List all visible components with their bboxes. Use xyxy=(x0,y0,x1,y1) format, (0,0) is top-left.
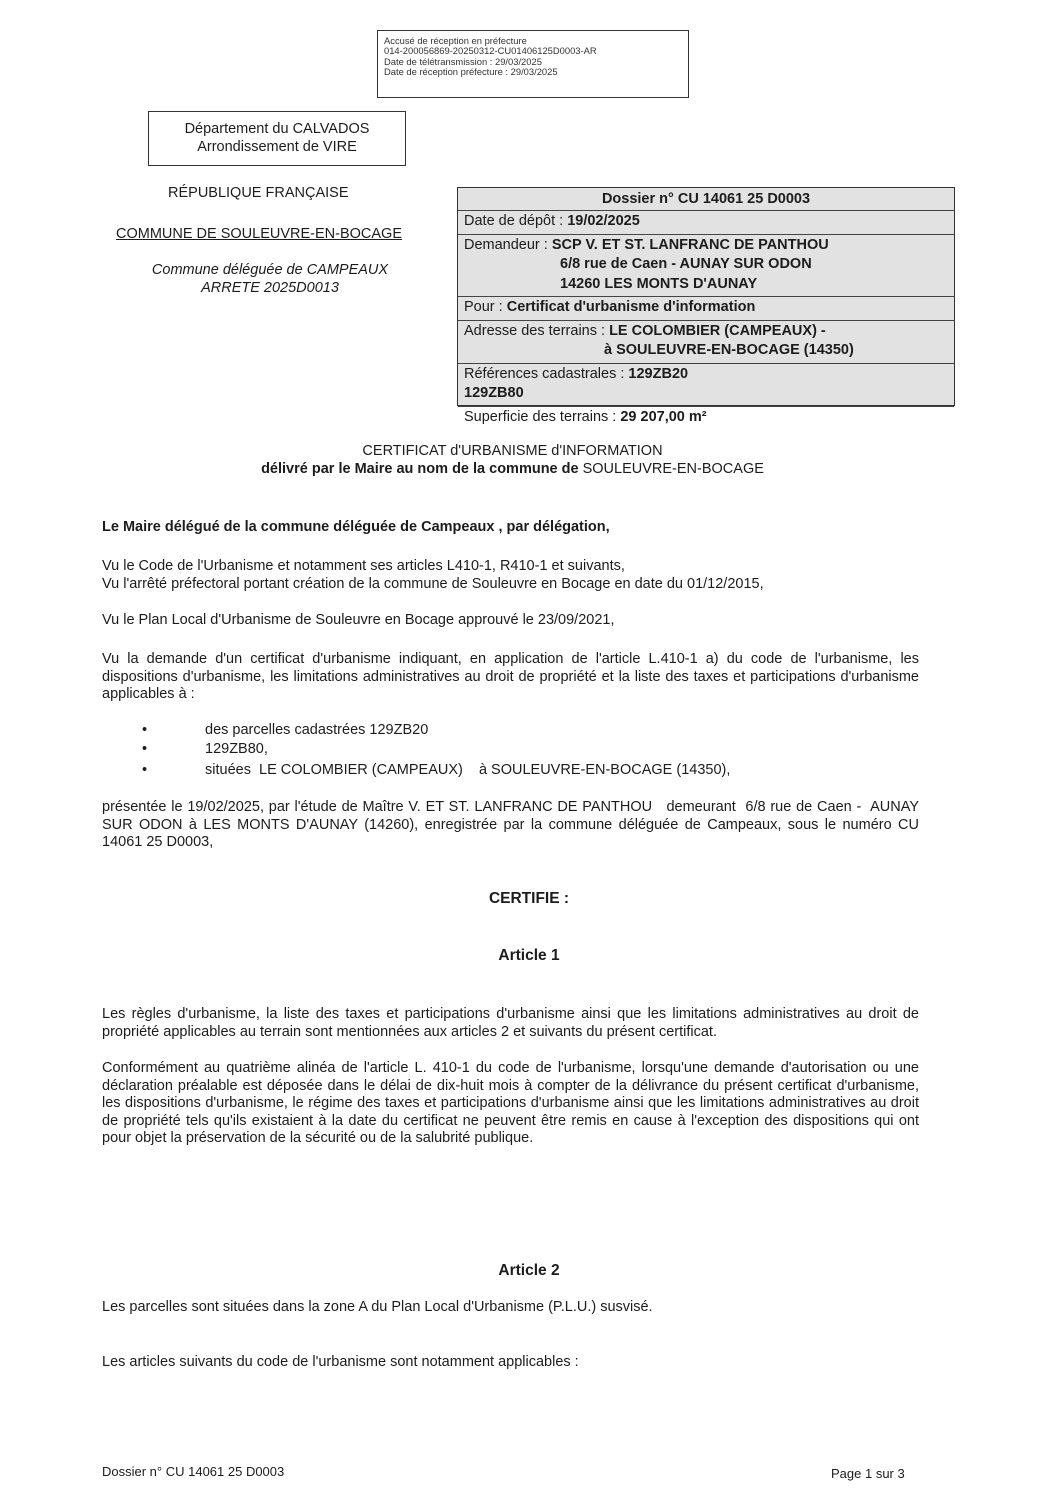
arrete-number: ARRETE 2025D0013 xyxy=(201,280,339,296)
reception-stamp xyxy=(377,30,689,98)
pour-label: Pour : xyxy=(464,299,507,315)
demandeur-label: Demandeur : xyxy=(464,236,552,253)
article-1-paragraph-2: Conformément au quatrième alinéa de l'article L. 410-1 du code de l'urbanisme, lorsqu'une demande d'autorisation ou une déclaration préalable est déposée dans le délai de dix-huit mois à compter de la délivrance du présent certificat d'urbanisme, les dispositions d'urbanisme, le régime des taxes et participations d'urbanisme ainsi que les limitations administratives au droit de propriété tels qu'ils existaient à la date du certificat ne peuvent être remis en cause à l'exception des dispositions qui ont pour objet la préservation de la sécurité ou de la salubrité publique. xyxy=(102,1060,919,1146)
dossier-row-superficie xyxy=(458,406,954,430)
references-line2: 129ZB80 xyxy=(464,385,524,401)
article-2-paragraph-2: Les articles suivants du code de l'urbanisme sont notamment applicables : xyxy=(102,1354,579,1370)
bullet-dot: • xyxy=(142,722,148,738)
references-line1: 129ZB20 xyxy=(628,365,689,382)
dossier-row-adresse xyxy=(458,320,954,363)
depot-value: 19/02/2025 xyxy=(567,213,640,229)
subtitle-commune: SOULEUVRE-EN-BOCAGE xyxy=(582,461,764,477)
superficie-label: Superficie des terrains : xyxy=(464,408,621,425)
adresse-line1: LE COLOMBIER (CAMPEAUX) - xyxy=(609,322,826,339)
vu-arrete-prefectoral: Vu l'arrêté préfectoral portant création de la commune de Souleuvre en Bocage en date du 01/12/2015, xyxy=(102,576,764,592)
stamp-line: Date de télétransmission : 29/03/2025 xyxy=(384,55,542,67)
stamp-line: 014-200056869-20250312-CU01406125D0003-AR xyxy=(384,45,597,57)
article-2-paragraph-1: Les parcelles sont situées dans la zone A du Plan Local d'Urbanisme (P.L.U.) susvisé. xyxy=(102,1299,653,1315)
commune-heading: COMMUNE DE SOULEUVRE-EN-BOCAGE xyxy=(116,226,403,242)
dossier-row-references xyxy=(458,363,954,406)
references-label: Références cadastrales : xyxy=(464,365,629,382)
certifie-heading: CERTIFIE : xyxy=(488,890,570,907)
certificate-title: CERTIFICAT d'URBANISME d'INFORMATION xyxy=(362,443,663,459)
bullet-parcelle-2: 129ZB80, xyxy=(205,741,268,757)
delegated-commune xyxy=(120,261,420,297)
article-1-paragraph-1: Les règles d'urbanisme, la liste des taxes et participations d'urbanisme ainsi que les limitations administratives au droit de propriété applicables au terrain sont mentionnées aux articles 2 et suivants du présent certificat. xyxy=(102,1006,919,1040)
presentee-paragraph: présentée le 19/02/2025, par l'étude de Maître V. ET ST. LANFRANC DE PANTHOU demeurant 6/8 rue de Caen - AUNAY SUR ODON à LES MONTS D'AUNAY (14260), enregistrée par la commune déléguée de Campeaux, sous le numéro CU 14061 25 D0003, xyxy=(102,799,924,850)
footer-page-number: Page 1 sur 3 xyxy=(831,1466,905,1481)
dossier-row-pour xyxy=(458,296,954,320)
adresse-label: Adresse des terrains : xyxy=(464,322,610,339)
dossier-row-depot xyxy=(458,210,954,234)
stamp-line: Accusé de réception en préfecture xyxy=(384,35,527,46)
demandeur-address: 6/8 rue de Caen - AUNAY SUR ODON xyxy=(560,256,812,272)
bullet-parcelle-1: des parcelles cadastrées 129ZB20 xyxy=(205,722,429,738)
footer-dossier: Dossier n° CU 14061 25 D0003 xyxy=(102,1464,285,1479)
pour-value: Certificat d'urbanisme d'information xyxy=(506,299,756,315)
department-box xyxy=(148,111,406,166)
vu-demande: Vu la demande d'un certificat d'urbanisme indiquant, en application de l'article L.410-1 a) du code de l'urbanisme, les dispositions d'urbanisme, les limitations administratives au droit de propriété et la liste des taxes et participations d'urbanisme applicables à : xyxy=(102,651,919,702)
bullet-situation: situées LE COLOMBIER (CAMPEAUX) à SOULEUVRE-EN-BOCAGE (14350), xyxy=(205,762,731,778)
bullet-dot: • xyxy=(142,762,148,778)
demandeur-city: 14260 LES MONTS D'AUNAY xyxy=(560,275,758,292)
article-2-heading: Article 2 xyxy=(498,1262,560,1279)
dossier-box xyxy=(457,187,955,425)
depot-label: Date de dépôt : xyxy=(464,213,568,229)
vu-plu: Vu le Plan Local d'Urbanisme de Souleuvre en Bocage approuvé le 23/09/2021, xyxy=(102,612,615,628)
department-line: Département du CALVADOS xyxy=(184,121,370,137)
certificate-subtitle xyxy=(100,461,925,477)
dossier-title: Dossier n° CU 14061 25 D0003 xyxy=(601,191,811,207)
arrondissement-line: Arrondissement de VIRE xyxy=(197,139,357,155)
adresse-line2: à SOULEUVRE-EN-BOCAGE (14350) xyxy=(604,342,854,358)
article-1-heading: Article 1 xyxy=(498,947,560,964)
superficie-value: 29 207,00 m² xyxy=(620,408,707,425)
bullet-dot: • xyxy=(142,741,148,757)
delegated-commune-line: Commune déléguée de CAMPEAUX xyxy=(151,262,389,278)
stamp-line: Date de réception préfecture : 29/03/2025 xyxy=(384,66,558,78)
vu-code-urbanisme: Vu le Code de l'Urbanisme et notamment ses articles L410-1, R410-1 et suivants, xyxy=(102,558,625,574)
demandeur-name: SCP V. ET ST. LANFRANC DE PANTHOU xyxy=(551,236,829,253)
republic-heading: RÉPUBLIQUE FRANÇAISE xyxy=(168,185,349,201)
dossier-row-demandeur xyxy=(458,234,954,297)
subtitle-bold: délivré par le Maire au nom de la commune de xyxy=(261,461,583,477)
maire-statement: Le Maire délégué de la commune déléguée de Campeaux , par délégation, xyxy=(102,519,610,535)
